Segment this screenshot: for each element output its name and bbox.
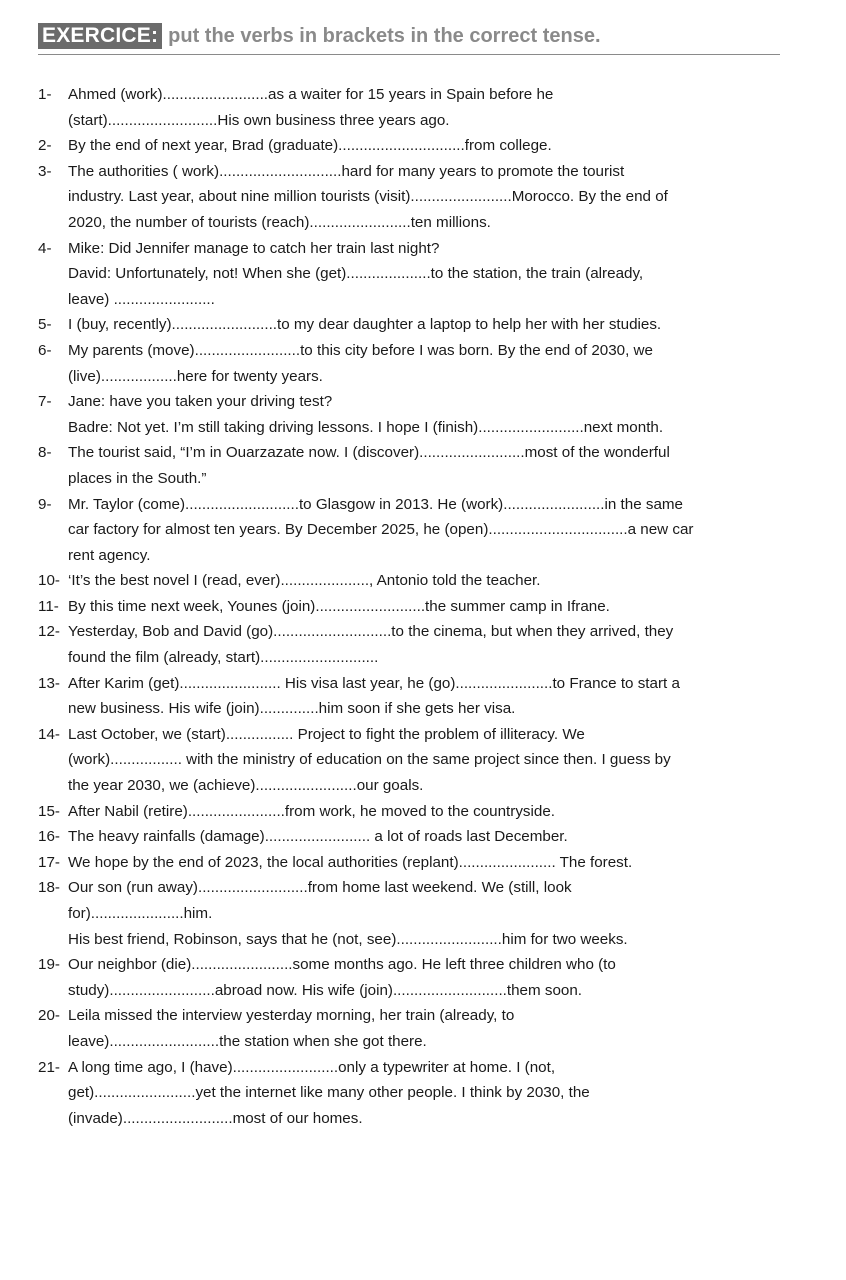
item-line: (work)................. with the ministry of education on the same project since then. I guess by: [68, 751, 671, 769]
item-line: His best friend, Robinson, says that he (not, see).........................him for two weeks.: [68, 930, 628, 948]
exercise-item: [38, 82, 808, 133]
item-text: [68, 952, 808, 1003]
item-line: The heavy rainfalls (damage)......................... a lot of roads last December.: [68, 828, 568, 846]
exercise-item: [38, 1055, 808, 1132]
item-line: The authorities ( work).............................hard for many years to promote the tourist: [68, 162, 625, 180]
item-line: found the film (already, start)............................: [68, 649, 379, 667]
item-number: 17-: [38, 853, 60, 871]
item-line: Mr. Taylor (come)...........................to Glasgow in 2013. He (work)........................in the same: [68, 495, 684, 513]
item-text: [68, 82, 808, 133]
item-text: [68, 1003, 808, 1054]
item-line: Ahmed (work).........................as a waiter for 15 years in Spain before he: [68, 86, 554, 103]
item-text: [68, 722, 808, 799]
exercise-item: [38, 159, 808, 236]
exercise-item: [38, 492, 808, 569]
item-number: 5-: [38, 316, 52, 334]
item-line: Our neighbor (die)........................some months ago. He left three children who (to: [68, 956, 616, 974]
item-text: [68, 338, 808, 389]
exercise-instruction: put the verbs in brackets in the correct tense.: [168, 24, 601, 47]
item-line: (invade)..........................most of our homes.: [68, 1109, 363, 1127]
item-line: get)........................yet the internet like many other people. I think by 2030, the: [68, 1084, 590, 1102]
item-number: 13-: [38, 674, 60, 692]
item-text: [68, 850, 808, 876]
item-text: [68, 799, 808, 825]
item-line: (start)..........................His own business three years ago.: [68, 111, 450, 129]
item-line: new business. His wife (join)..............him soon if she gets her visa.: [68, 700, 516, 718]
item-number: 6-: [38, 341, 52, 359]
item-number: 16-: [38, 828, 60, 846]
item-line: ‘It’s the best novel I (read, ever)....................., Antonio told the teacher.: [68, 572, 541, 590]
exercise-item: [38, 440, 808, 491]
exercise-item: [38, 850, 808, 876]
item-number: 14-: [38, 725, 60, 743]
item-line: By the end of next year, Brad (graduate)..............................from college.: [68, 137, 552, 155]
exercise-list: [38, 82, 808, 1131]
exercise-item: [38, 799, 808, 825]
item-number: 1-: [38, 86, 52, 103]
item-line: Our son (run away)..........................from home last weekend. We (still, look: [68, 879, 572, 897]
item-number: 15-: [38, 802, 60, 820]
item-number: 8-: [38, 444, 52, 462]
item-number: 21-: [38, 1058, 60, 1076]
item-line: places in the South.”: [68, 469, 207, 487]
item-number: 2-: [38, 137, 52, 155]
item-number: 20-: [38, 1007, 60, 1025]
item-line: study).........................abroad now. His wife (join)...........................them soon.: [68, 981, 583, 999]
item-line: The tourist said, “I’m in Ouarzazate now. I (discover).........................most of the wonderful: [68, 444, 670, 462]
item-line: I (buy, recently).........................to my dear daughter a laptop to help her with her studies.: [68, 316, 662, 334]
exercise-item: [38, 1003, 808, 1054]
item-text: [68, 824, 808, 850]
item-text: [68, 619, 808, 670]
item-text: [68, 671, 808, 722]
item-text: [68, 236, 808, 313]
exercise-item: [38, 338, 808, 389]
item-text: [68, 492, 808, 569]
item-line: 2020, the number of tourists (reach)........................ten millions.: [68, 213, 491, 231]
item-text: [68, 159, 808, 236]
item-line: (live)..................here for twenty years.: [68, 367, 323, 385]
item-text: [68, 440, 808, 491]
item-number: 3-: [38, 162, 52, 180]
exercise-item: [38, 619, 808, 670]
item-text: [68, 875, 808, 952]
exercise-item: [38, 568, 808, 594]
exercise-item: [38, 952, 808, 1003]
item-text: [68, 1055, 808, 1132]
item-line: Badre: Not yet. I’m still taking driving lessons. I hope I (finish).........................next month.: [68, 418, 664, 436]
item-line: car factory for almost ten years. By December 2025, he (open).................................a new car: [68, 521, 694, 539]
item-number: 11-: [38, 597, 59, 615]
exercise-item: [38, 722, 808, 799]
item-number: 7-: [38, 393, 52, 411]
exercise-tag: EXERCICE:: [38, 23, 162, 49]
item-text: [68, 594, 808, 620]
item-number: 9-: [38, 495, 52, 513]
exercise-item: [38, 236, 808, 313]
item-line: David: Unfortunately, not! When she (get)....................to the station, the train (already,: [68, 265, 644, 283]
item-line: rent agency.: [68, 546, 151, 564]
item-line: After Nabil (retire).......................from work, he moved to the countryside.: [68, 802, 556, 820]
exercise-item: [38, 875, 808, 952]
item-line: Leila missed the interview yesterday morning, her train (already, to: [68, 1007, 515, 1025]
exercise-item: [38, 824, 808, 850]
item-line: By this time next week, Younes (join)..........................the summer camp in Ifrane.: [68, 597, 610, 615]
item-line: industry. Last year, about nine million tourists (visit)........................Morocco. By the end of: [68, 188, 668, 206]
item-number: 10-: [38, 572, 60, 590]
item-number: 18-: [38, 879, 60, 897]
item-line: for)......................him.: [68, 905, 213, 922]
exercise-header: [38, 18, 780, 55]
item-line: leave)..........................the station when she got there.: [68, 1032, 427, 1050]
item-line: Jane: have you taken your driving test?: [68, 393, 333, 411]
item-line: We hope by the end of 2023, the local authorities (replant)....................... The forest.: [68, 853, 633, 871]
exercise-item: [38, 133, 808, 159]
item-line: A long time ago, I (have).........................only a typewriter at home. I (not,: [68, 1058, 556, 1076]
item-line: Yesterday, Bob and David (go)............................to the cinema, but when they arrived, they: [68, 623, 674, 641]
item-number: 12-: [38, 623, 60, 641]
exercise-item: [38, 312, 808, 338]
item-number: 19-: [38, 956, 60, 974]
item-line: My parents (move).........................to this city before I was born. By the end of 2030, we: [68, 341, 653, 359]
item-text: [68, 133, 808, 159]
item-number: 4-: [38, 239, 52, 257]
item-text: [68, 568, 808, 594]
item-line: After Karim (get)........................ His visa last year, he (go).......................to France to start a: [68, 674, 680, 692]
item-text: [68, 389, 808, 440]
item-text: [68, 312, 808, 338]
item-line: the year 2030, we (achieve)........................our goals.: [68, 777, 424, 795]
exercise-item: [38, 594, 808, 620]
item-line: Last October, we (start)................ Project to fight the problem of illiteracy. We: [68, 725, 585, 743]
exercise-item: [38, 671, 808, 722]
exercise-item: [38, 389, 808, 440]
item-line: Mike: Did Jennifer manage to catch her train last night?: [68, 239, 440, 257]
item-line: leave) ........................: [68, 290, 215, 308]
